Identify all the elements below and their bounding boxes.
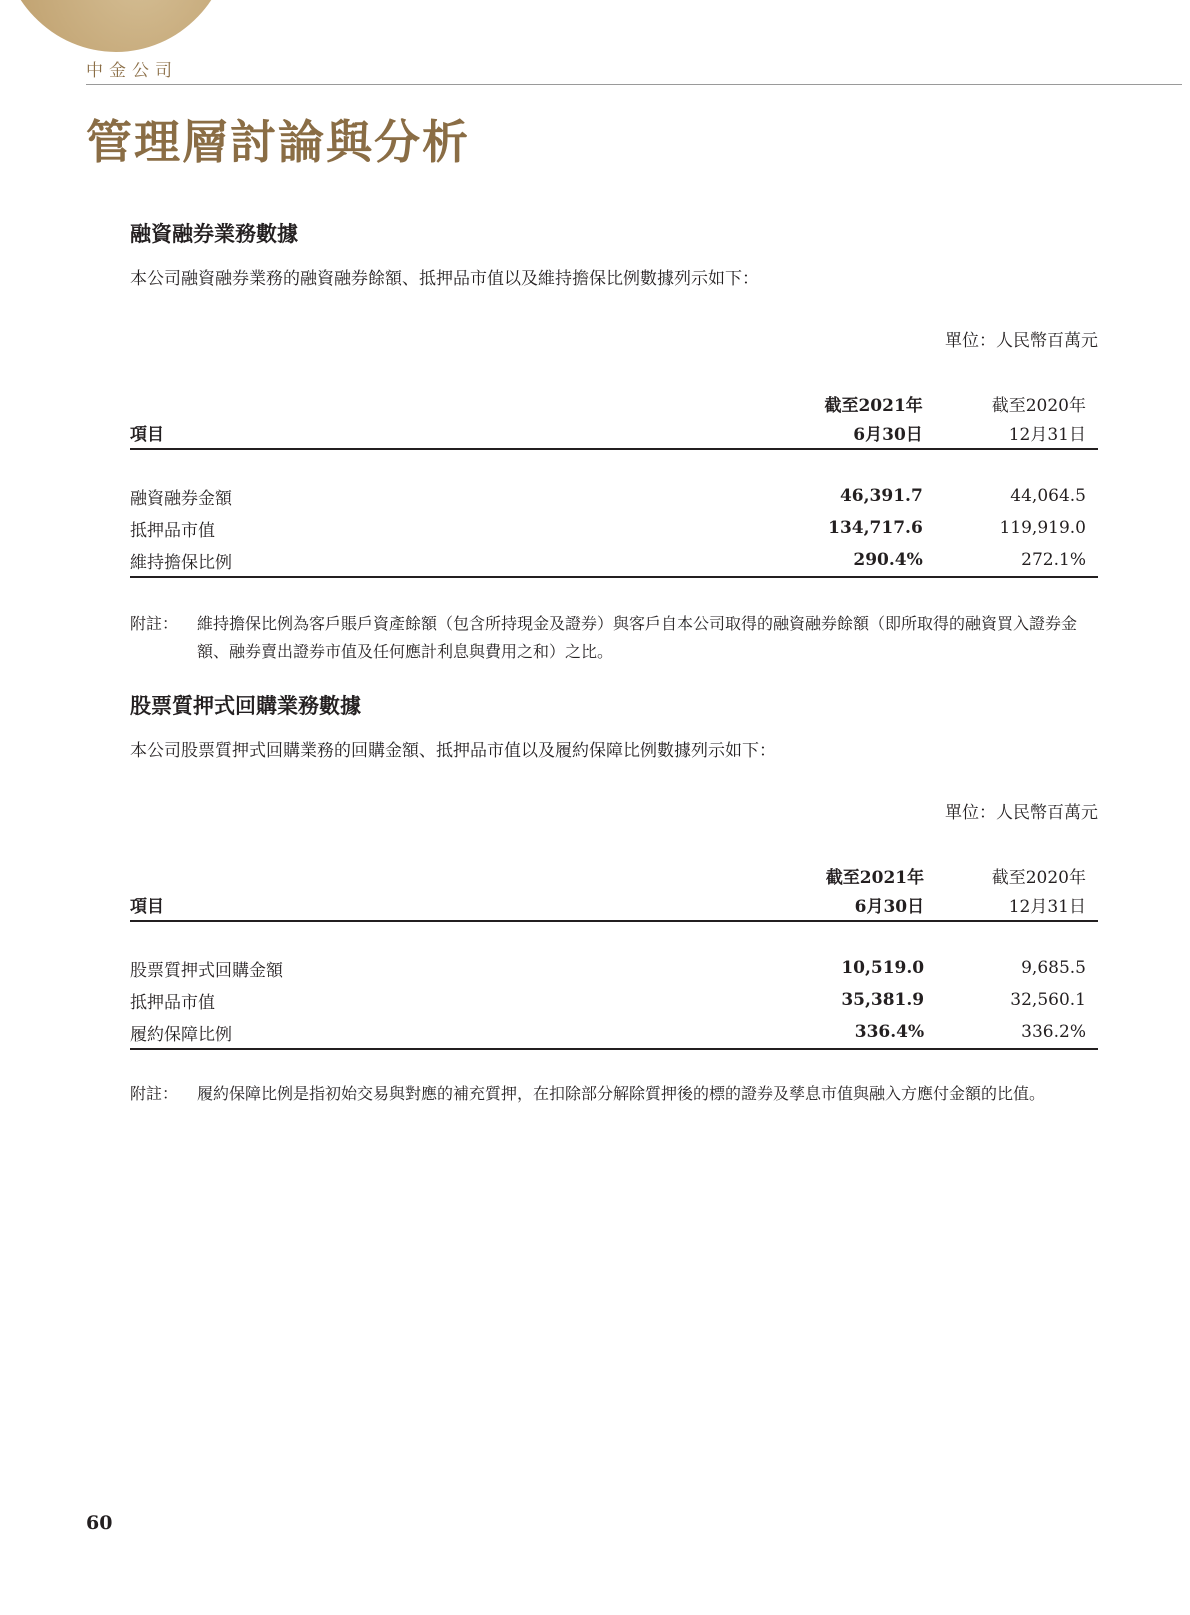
table-row: 融資融券金額 46,391.7 44,064.5: [130, 486, 1086, 509]
pledge-table-wrapper: [130, 858, 1098, 1050]
pledge-note: [130, 1080, 1098, 1108]
company-name: 中金公司: [86, 61, 178, 81]
pledge-intro: 本公司股票質押式回購業務的回購金額、抵押品市值以及履約保障比例數據列示如下：: [130, 741, 776, 761]
margin-col-current-line2: 6月30日: [639, 416, 940, 449]
margin-note-text: 維持擔保比例為客戶賬戶資產餘額（包含所持現金及證券）與客戶自本公司取得的融資融券餘額（即所取得的融資買入證券金額、融券賣出證券市值及任何應計利息與費用之和）之比。: [197, 614, 1078, 661]
margin-col-item: 項目: [130, 416, 639, 449]
pledge-table: [130, 858, 1098, 1050]
margin-note: [130, 610, 1098, 666]
margin-table-wrapper: [130, 386, 1098, 578]
margin-col-current-line1: 截至2021年: [824, 396, 923, 416]
pledge-col-current-line2: 6月30日: [642, 888, 942, 921]
pledge-unit: 單位：人民幣百萬元: [945, 803, 1098, 823]
table-row: 抵押品市值 35,381.9 32,560.1: [130, 990, 1086, 1013]
page-number: 60: [86, 1512, 113, 1534]
pledge-col-current-line1: 截至2021年: [825, 868, 925, 888]
margin-col-prior-line1: 截至2020年: [991, 396, 1086, 416]
pledge-note-text: 履約保障比例是指初始交易與對應的補充質押，在扣除部分解除質押後的標的證券及孳息市值與融入方應付金額的比值。: [197, 1084, 1046, 1103]
decorative-gold-disc: [0, 0, 232, 52]
table-row: 抵押品市值 134,717.6 119,919.0: [130, 518, 1086, 541]
section-title: 管理層討論與分析: [86, 115, 470, 169]
pledge-col-prior-line1: 截至2020年: [991, 868, 1086, 888]
pledge-col-item: 項目: [130, 888, 642, 921]
pledge-note-label: 附註：: [130, 1084, 179, 1103]
margin-table: [130, 386, 1098, 578]
table-row: 維持擔保比例 290.4% 272.1%: [130, 544, 1098, 577]
margin-col-prior-line2: 12月31日: [941, 416, 1098, 449]
margin-note-label: 附註：: [130, 614, 179, 633]
pledge-heading: 股票質押式回購業務數據: [130, 693, 361, 718]
pledge-col-prior-line2: 12月31日: [942, 888, 1098, 921]
margin-unit: 單位：人民幣百萬元: [945, 331, 1098, 351]
table-row: 履約保障比例 336.4% 336.2%: [130, 1016, 1098, 1049]
table-row: 股票質押式回購金額 10,519.0 9,685.5: [130, 958, 1086, 981]
margin-heading: 融資融券業務數據: [130, 221, 298, 246]
header-divider: [86, 84, 1182, 85]
margin-intro: 本公司融資融券業務的融資融券餘額、抵押品市值以及維持擔保比例數據列示如下：: [130, 269, 759, 289]
